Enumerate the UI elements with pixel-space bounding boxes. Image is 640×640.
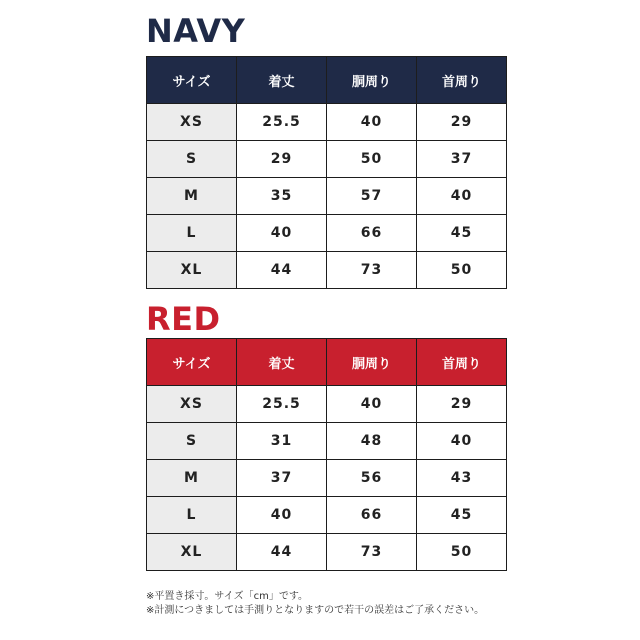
waist-cell: 66 xyxy=(327,215,417,252)
table-row xyxy=(147,534,507,571)
length-cell: 44 xyxy=(237,252,327,289)
header-length: 着丈 xyxy=(237,57,327,104)
waist-cell: 40 xyxy=(327,386,417,423)
neck-cell: 40 xyxy=(417,423,507,460)
header-waist: 胴周り xyxy=(327,339,417,386)
table-row xyxy=(147,252,507,289)
neck-cell: 29 xyxy=(417,104,507,141)
neck-cell: 37 xyxy=(417,141,507,178)
table-row xyxy=(147,497,507,534)
table-row xyxy=(147,178,507,215)
navy-header-row xyxy=(147,57,507,104)
size-cell: XS xyxy=(147,104,237,141)
length-cell: 29 xyxy=(237,141,327,178)
navy-section-title: NAVY xyxy=(146,12,246,50)
header-waist: 胴周り xyxy=(327,57,417,104)
neck-cell: 45 xyxy=(417,497,507,534)
table-row xyxy=(147,141,507,178)
table-row xyxy=(147,423,507,460)
length-cell: 35 xyxy=(237,178,327,215)
header-neck: 首周り xyxy=(417,57,507,104)
table-row xyxy=(147,460,507,497)
note-line: ※計測につきましては手測りとなりますので若干の誤差はご了承ください。 xyxy=(146,605,485,616)
table-row xyxy=(147,104,507,141)
neck-cell: 50 xyxy=(417,534,507,571)
waist-cell: 73 xyxy=(327,534,417,571)
header-size: サイズ xyxy=(147,57,237,104)
navy-size-table xyxy=(146,56,507,289)
waist-cell: 73 xyxy=(327,252,417,289)
neck-cell: 29 xyxy=(417,386,507,423)
table-row xyxy=(147,215,507,252)
red-header-row xyxy=(147,339,507,386)
size-cell: XL xyxy=(147,534,237,571)
size-cell: XL xyxy=(147,252,237,289)
waist-cell: 40 xyxy=(327,104,417,141)
length-cell: 25.5 xyxy=(237,104,327,141)
header-neck: 首周り xyxy=(417,339,507,386)
size-cell: S xyxy=(147,141,237,178)
waist-cell: 50 xyxy=(327,141,417,178)
size-cell: M xyxy=(147,460,237,497)
table-row xyxy=(147,386,507,423)
length-cell: 44 xyxy=(237,534,327,571)
length-cell: 37 xyxy=(237,460,327,497)
measurement-notes xyxy=(146,590,626,618)
header-size: サイズ xyxy=(147,339,237,386)
neck-cell: 43 xyxy=(417,460,507,497)
size-cell: M xyxy=(147,178,237,215)
red-section-title: RED xyxy=(146,300,221,338)
waist-cell: 56 xyxy=(327,460,417,497)
waist-cell: 66 xyxy=(327,497,417,534)
length-cell: 31 xyxy=(237,423,327,460)
size-cell: L xyxy=(147,497,237,534)
length-cell: 40 xyxy=(237,215,327,252)
note-line: ※平置き採寸。サイズ「cm」です。 xyxy=(146,591,309,602)
red-size-table xyxy=(146,338,507,571)
length-cell: 40 xyxy=(237,497,327,534)
header-length: 着丈 xyxy=(237,339,327,386)
size-cell: XS xyxy=(147,386,237,423)
neck-cell: 50 xyxy=(417,252,507,289)
length-cell: 25.5 xyxy=(237,386,327,423)
waist-cell: 57 xyxy=(327,178,417,215)
size-cell: S xyxy=(147,423,237,460)
size-cell: L xyxy=(147,215,237,252)
neck-cell: 45 xyxy=(417,215,507,252)
neck-cell: 40 xyxy=(417,178,507,215)
waist-cell: 48 xyxy=(327,423,417,460)
